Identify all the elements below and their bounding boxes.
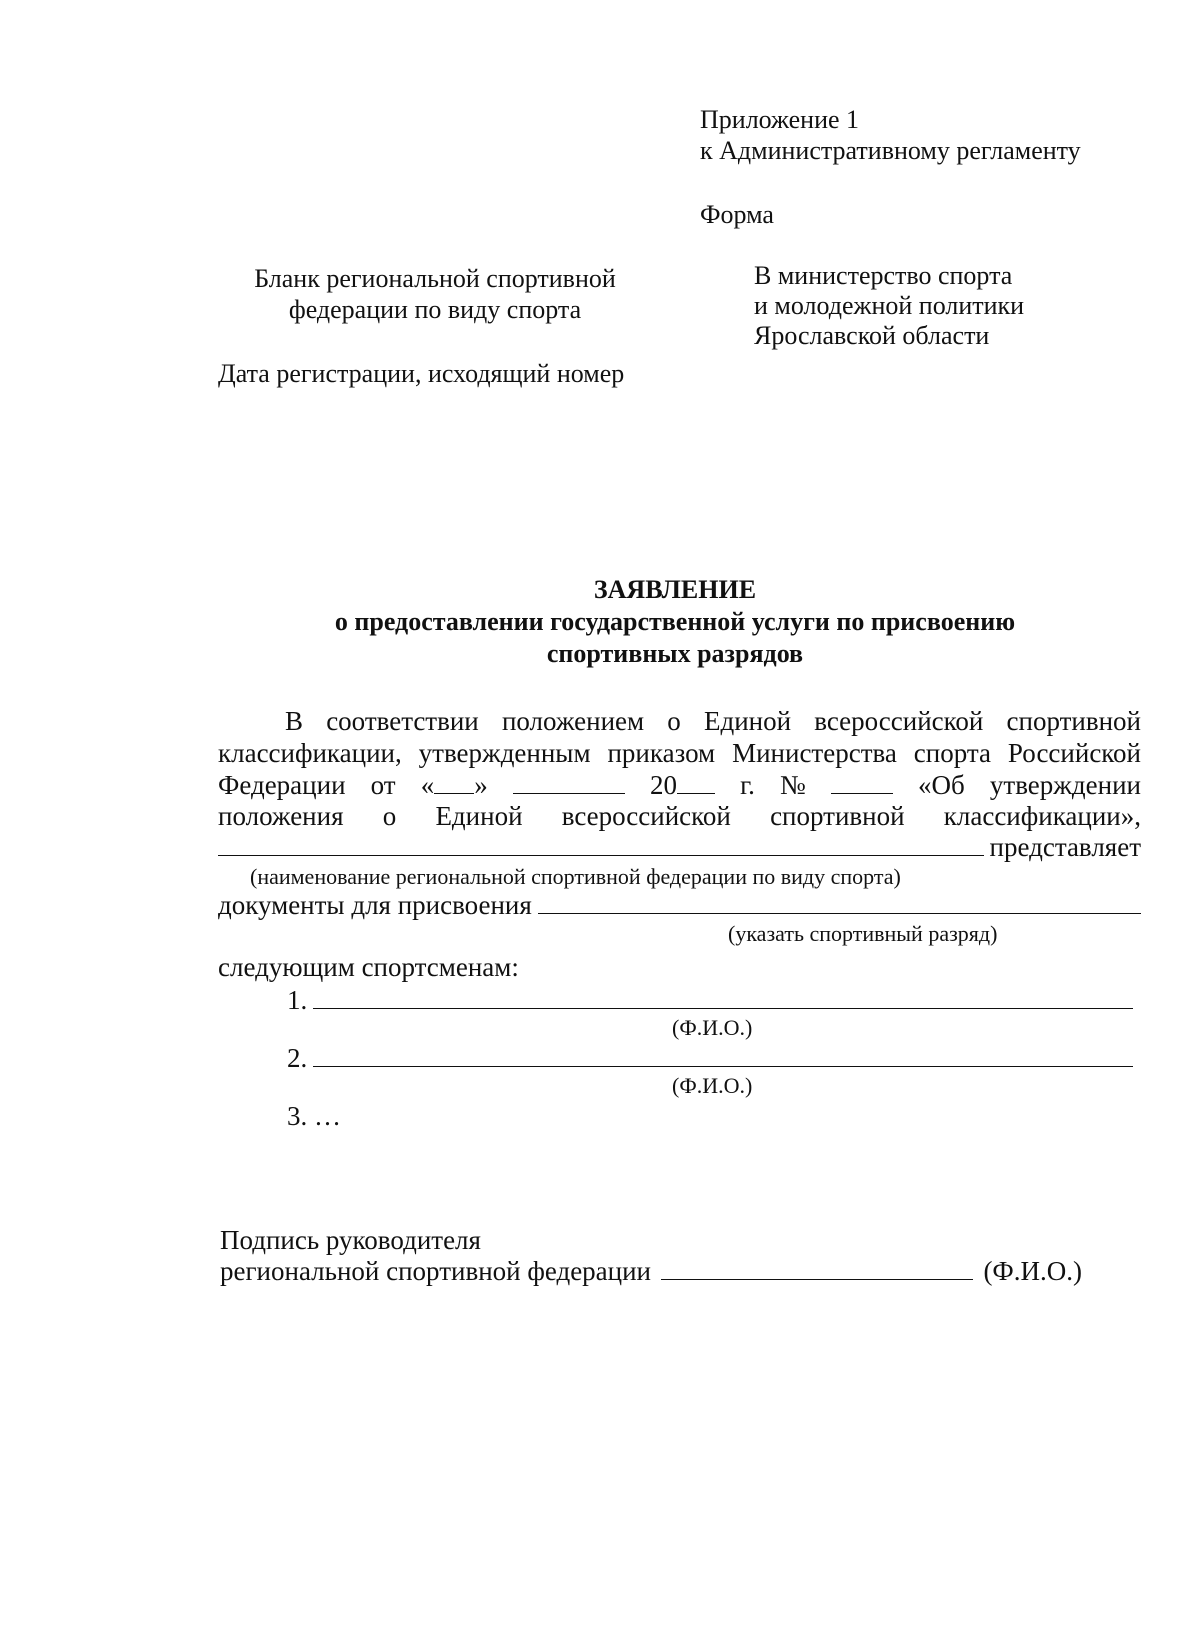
athlete-number-2: 2. xyxy=(287,1043,308,1073)
document-subtitle-2: спортивных разрядов xyxy=(546,639,804,668)
sports-rank-blank[interactable] xyxy=(538,891,1141,914)
open-quote: « xyxy=(420,770,435,800)
from-word: от xyxy=(370,770,396,800)
signature-blank[interactable] xyxy=(661,1257,973,1280)
year-prefix: 20 xyxy=(649,770,677,800)
athlete-number-1: 1. xyxy=(287,985,308,1015)
sports-rank-hint: (указать спортивный разряд) xyxy=(728,921,998,946)
approval-word: утверждении xyxy=(989,770,1141,800)
presents-word: представляет xyxy=(989,832,1141,862)
about-word: «Об xyxy=(918,770,965,800)
close-quote: » xyxy=(474,770,488,800)
number-sign: № xyxy=(780,770,806,800)
fio-hint-2: (Ф.И.О.) xyxy=(672,1073,753,1098)
athlete-row-2 xyxy=(287,1043,1133,1074)
fio-hint-1: (Ф.И.О.) xyxy=(672,1015,753,1040)
month-blank[interactable] xyxy=(513,773,625,794)
year-abbrev: г. xyxy=(740,770,755,800)
federation-word: Федерации xyxy=(218,770,346,800)
document-title: ЗАЯВЛЕНИЕ xyxy=(593,575,757,604)
body-line-2: классификации, утвержденным приказом Министерства спорта Российской xyxy=(218,738,1141,768)
federation-name-blank[interactable] xyxy=(218,833,984,856)
addressee-line-3: Ярославской области xyxy=(754,321,990,350)
registration-date-label: Дата регистрации, исходящий номер xyxy=(218,359,625,388)
signature-row xyxy=(220,1256,1082,1287)
order-number-blank[interactable] xyxy=(831,773,893,794)
signature-fio: (Ф.И.О.) xyxy=(983,1256,1082,1286)
blank-line-2: федерации по виду спорта xyxy=(288,295,582,324)
body-line-1: В соответствии положением о Единой всероссийской спортивной xyxy=(285,706,1141,736)
federation-name-hint: (наименование региональной спортивной федерации по виду спорта) xyxy=(250,864,901,889)
athletes-label: следующим спортсменам: xyxy=(218,952,519,982)
docs-for-label: документы для присвоения xyxy=(218,890,532,920)
body-line-3 xyxy=(218,770,1141,801)
body-line-4: положения о Единой всероссийской спортивной классификации», xyxy=(218,801,1141,831)
athlete-row-3: 3. … xyxy=(287,1101,341,1131)
addressee-line-2: и молодежной политики xyxy=(754,291,1025,320)
day-blank[interactable] xyxy=(434,773,474,794)
docs-for-row xyxy=(218,890,1141,921)
athlete-name-blank-2[interactable] xyxy=(313,1044,1133,1067)
athlete-name-blank-1[interactable] xyxy=(313,986,1133,1009)
appendix-label: Приложение 1 xyxy=(700,105,860,134)
addressee-line-1: В министерство спорта xyxy=(754,261,1013,290)
date-day-field[interactable] xyxy=(421,770,488,801)
federation-name-row xyxy=(218,832,1141,863)
athlete-row-1 xyxy=(287,985,1133,1016)
regulation-label: к Административному регламенту xyxy=(700,136,1081,165)
form-label: Форма xyxy=(700,200,774,229)
signature-label-2: региональной спортивной федерации xyxy=(220,1256,652,1286)
blank-line-1: Бланк региональной спортивной xyxy=(254,264,616,293)
year-field[interactable] xyxy=(650,770,715,801)
year-blank[interactable] xyxy=(677,773,715,794)
signature-label-1: Подпись руководителя xyxy=(220,1225,481,1255)
document-subtitle-1: о предоставлении государственной услуги по присвоению xyxy=(334,607,1016,636)
